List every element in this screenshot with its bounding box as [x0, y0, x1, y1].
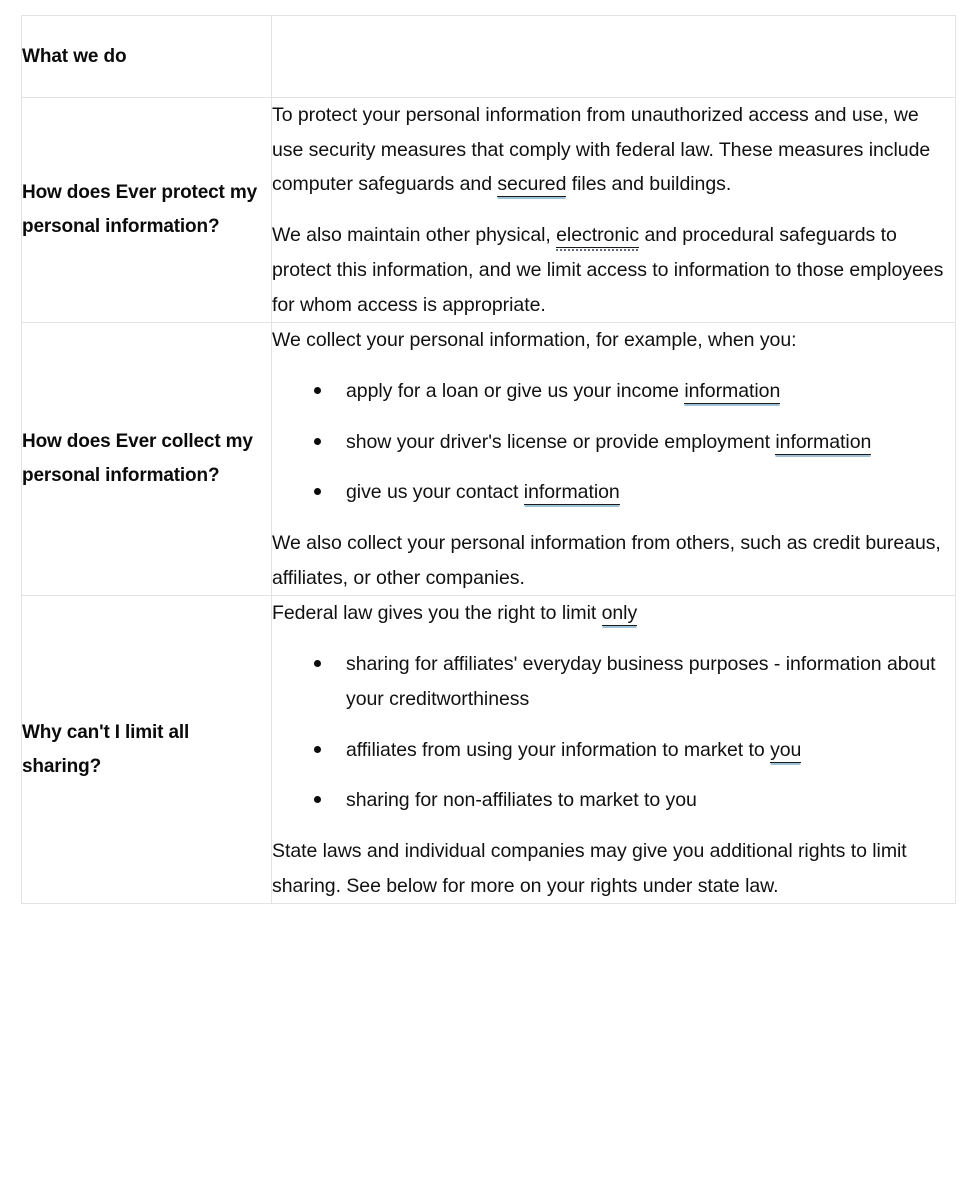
information-link-1[interactable]: information: [684, 379, 781, 402]
limit-intro-text: Federal law gives you the right to limit: [272, 602, 602, 625]
secured-link[interactable]: secured: [497, 173, 567, 196]
row-label-cell-collect: [22, 323, 272, 596]
row-label-limit: Why can't I limit all sharing?: [22, 721, 190, 777]
table-row: [22, 596, 956, 904]
header-title-cell: [22, 16, 272, 98]
table-header-row: [22, 16, 956, 98]
row-body-cell-collect: [272, 323, 956, 596]
collect-bullet-2-text: show your driver's license or provide employment: [346, 430, 776, 453]
row-body-cell-protect: [272, 98, 956, 323]
privacy-what-we-do-table: [21, 15, 956, 904]
row-label-cell-protect: [22, 98, 272, 323]
table-row: [22, 98, 956, 323]
paragraph-protect-2: [272, 218, 955, 322]
paragraph-protect-1-text-b: files and buildings.: [566, 173, 732, 196]
paragraph-protect-1: [272, 98, 955, 202]
information-link-3[interactable]: information: [523, 481, 620, 504]
electronic-spellcheck-word[interactable]: electronic: [556, 224, 640, 247]
paragraph-limit-outro: State laws and individual companies may give you additional rights to limit sharing. See below for more on your rights under state law.: [272, 839, 907, 897]
collect-bullet-1-text: apply for a loan or give us your income: [346, 379, 685, 402]
row-label-protect: How does Ever protect my personal information?: [22, 181, 258, 238]
information-link-2[interactable]: information: [775, 430, 872, 453]
limit-bullet-2-text: affiliates from using your information to market to: [346, 738, 771, 761]
paragraph-limit-intro: [272, 596, 955, 631]
table-row: [22, 323, 956, 596]
row-body-collect: [272, 323, 955, 595]
limit-bullet-list: [272, 647, 955, 818]
row-body-limit: [272, 596, 955, 903]
row-body-protect: [272, 98, 955, 322]
page-title: What we do: [22, 45, 127, 67]
collect-bullet-list: [272, 374, 955, 510]
header-empty-cell: [272, 16, 956, 98]
row-label-cell-limit: [22, 596, 272, 904]
row-label-collect: How does Ever collect my personal information?: [22, 431, 253, 487]
list-item: sharing for affiliates' everyday business purposes - information about your creditworthiness: [314, 647, 955, 716]
list-item: sharing for non-affiliates to market to you: [314, 783, 955, 818]
row-body-cell-limit: [272, 596, 956, 904]
only-link[interactable]: only: [601, 602, 638, 625]
paragraph-collect-intro: We collect your personal information, for example, when you:: [272, 329, 797, 352]
list-item: [314, 733, 955, 768]
paragraph-collect-outro: We also collect your personal information from others, such as credit bureaus, affiliates, or other companies.: [272, 532, 941, 589]
collect-bullet-3-text: give us your contact: [346, 481, 524, 504]
list-item: [314, 374, 955, 409]
paragraph-protect-1-text-a: To protect your personal information from unauthorized access and use, we use security measures that comply with federal law. These measures include computer safeguards and: [272, 104, 931, 196]
list-item: [314, 425, 955, 460]
you-link[interactable]: you: [770, 738, 802, 761]
paragraph-protect-2-text-b: and procedural safeguards to protect this information, and we limit access to information to those employees for whom access is appropriate.: [272, 224, 944, 316]
list-item: [314, 475, 955, 510]
paragraph-protect-2-text-a: We also maintain other physical,: [272, 224, 557, 247]
